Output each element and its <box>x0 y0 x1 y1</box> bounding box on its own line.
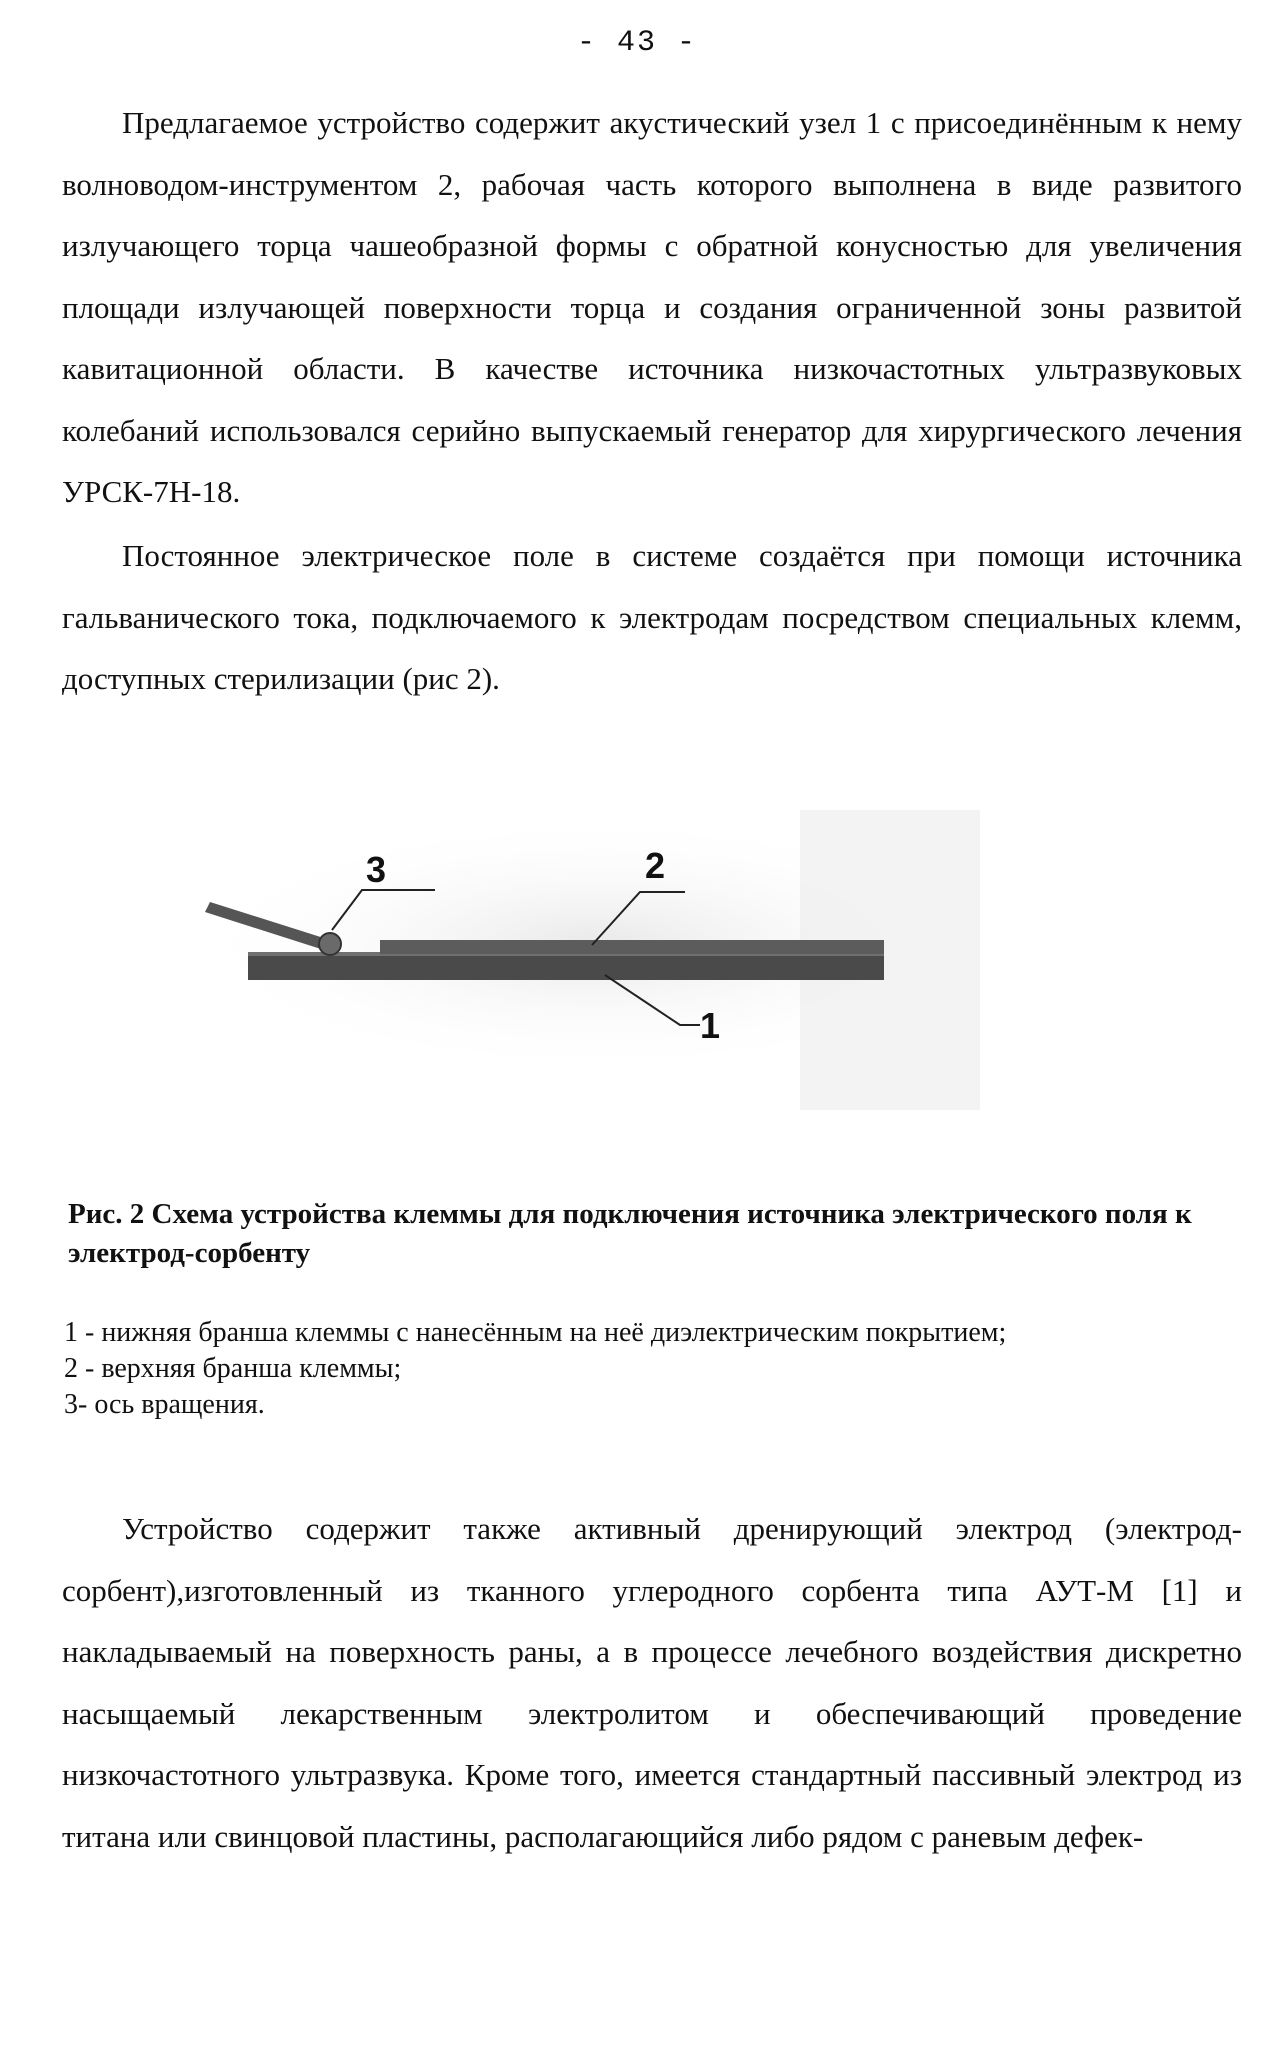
figure-legend <box>64 1315 1214 1423</box>
paragraph-electric-field <box>62 525 1242 710</box>
paragraph-text: Предлагаемое устройство содержит акустический узел 1 с присоединённым к нему волноводом-инструментом 2, рабочая часть которого выполнена в виде развитого излучающего торца чашеобразной формы с обратной конусностью для увеличения площади излучающей поверхности торца и создания ограниченной зоны развитой кавитационной области. В качестве источника низкочастотных ультразвуковых колебаний использовался серийно выпускаемый генератор для хирургического лечения УРСК-7Н-18. <box>62 105 1242 509</box>
clamp-diagram <box>180 780 1020 1150</box>
paragraph-text: Устройство содержит также активный дренирующий электрод (электрод-сорбент),изготовленный из тканного углеродного сорбента типа АУТ-М [1] и накладываемый на поверхность раны, а в процессе лечебного воздействия дискретно насыщаемый лекарственным электролитом и обеспечивающий проведение низкочастотного ультразвука. Кроме того, имеется стандартный пассивный электрод из титана или свинцовой пластины, располагающийся либо рядом с раневым дефек- <box>62 1511 1242 1854</box>
upper-jaw <box>380 940 884 954</box>
legend-item: 2 - верхняя бранша клеммы; <box>64 1353 402 1384</box>
legend-item: 3- ось вращения. <box>64 1389 265 1420</box>
label-2: 2 <box>645 845 666 886</box>
legend-item: 1 - нижняя бранша клеммы с нанесённым на неё диэлектрическим покрытием; <box>64 1317 1007 1348</box>
clamp-diagram-figure <box>180 780 1020 1150</box>
paragraph-electrodes <box>62 1498 1242 1867</box>
paragraph-text: Постоянное электрическое поле в системе создаётся при помощи источника гальванического тока, подключаемого к электродам посредством специальных клемм, доступных стерилизации (рис 2). <box>62 538 1242 696</box>
paragraph-device-description <box>62 92 1242 523</box>
pivot-axis <box>319 933 341 955</box>
lower-jaw <box>248 952 884 980</box>
label-1: 1 <box>700 1005 721 1046</box>
figure-caption: Рис. 2 Схема устройства клеммы для подключения источника электрического поля к электрод-сорбенту <box>68 1198 1192 1269</box>
label-3: 3 <box>366 849 387 890</box>
page-number: - 43 - <box>576 26 698 60</box>
